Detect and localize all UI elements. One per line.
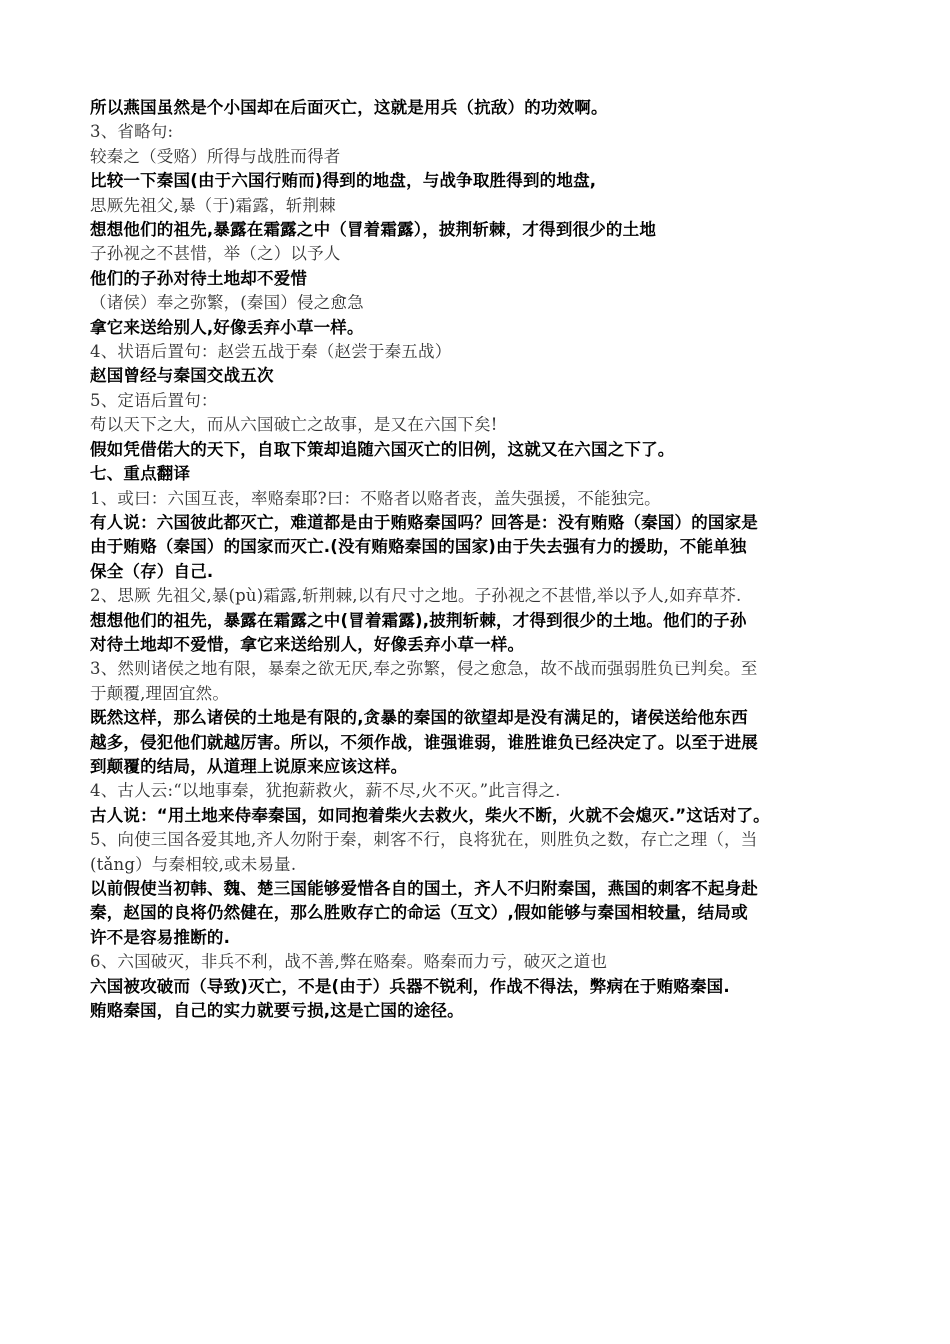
- source-line: 思厥先祖父,暴（于)霜露，斩荆棘: [90, 195, 336, 215]
- source-line: 苟以天下之大，而从六国破亡之故事，是又在六国下矣!: [90, 415, 498, 435]
- translation-line: 越多，侵犯他们就越厉害。所以，不须作战，谁强谁弱，谁胜谁负已经决定了。以至于进展: [90, 732, 758, 752]
- source-line: 6、六国破灭，非兵不利，战不善,弊在赂秦。赂秦而力亏，破灭之道也: [90, 952, 608, 972]
- translation-line: 假如凭借偌大的天下，自取下策却追随六国灭亡的旧例，这就又在六国之下了。: [90, 439, 675, 459]
- translation-line: 以前假使当初韩、魏、楚三国能够爱惜各自的国土，齐人不归附秦国，燕国的刺客不起身赴: [90, 879, 758, 898]
- source-line: 子孙视之不甚惜，举（之）以予人: [90, 244, 341, 264]
- translation-line: 秦，赵国的良将仍然健在，那么胜败存亡的命运（互文）,假如能够与秦国相较量，结局或: [90, 903, 748, 923]
- source-line: 于颠覆,理固宜然。: [90, 683, 230, 703]
- translation-line: 所以燕国虽然是个小国却在后面灭亡，这就是用兵（抗敌）的功效啊。: [90, 98, 608, 117]
- translation-line: 贿赂秦国，自己的实力就要亏损,这是亡国的途径。: [90, 1001, 464, 1021]
- source-line: 4、古人云:“以地事秦，犹抱薪救火，薪不尽,火不灭。”此言得之.: [90, 781, 561, 801]
- translation-line: 保全（存）自己.: [90, 561, 214, 581]
- translation-line: 对待土地却不爱惜，拿它来送给别人，好像丢弃小草一样。: [90, 634, 525, 654]
- source-line: 5、定语后置句：: [90, 390, 218, 410]
- source-line: 1、或曰：六国互丧，率赂秦耶?曰：不赂者以赂者丧，盖失强援，不能独完。: [90, 488, 661, 508]
- translation-line: 许不是容易推断的.: [90, 927, 231, 947]
- translation-line: 由于贿赂（秦国）的国家而灭亡.(没有贿赂秦国的国家)由于失去强有力的援助，不能单独: [90, 537, 747, 557]
- translation-line: 拿它来送给别人,好像丢弃小草一样。: [90, 317, 364, 337]
- source-line: 5、向使三国各爱其地,齐人勿附于秦，刺客不行，良将犹在，则胜负之数，存亡之理（，当: [90, 830, 758, 850]
- source-line: 3、省略句:: [90, 122, 174, 142]
- translation-line: 想想他们的祖先,暴露在霜露之中（冒着霜露），披荆斩棘，才得到很少的土地: [90, 220, 657, 240]
- translation-line: 古人说：“用土地来侍奉秦国，如同抱着柴火去救火，柴火不断，火就不会熄灭.”这话对了。: [90, 805, 770, 825]
- translation-line: 六国被攻破而（导致)灭亡，不是(由于）兵器不锐利，作战不得法，弊病在于贿赂秦国.: [90, 976, 730, 996]
- source-line: （诸侯）奉之弥繁，(秦国）侵之愈急: [90, 293, 364, 313]
- source-line: (tǎng）与秦相较,或未易量.: [90, 854, 297, 874]
- translation-line: 赵国曾经与秦国交战五次: [90, 366, 274, 386]
- source-line: 4、状语后置句：赵尝五战于秦（赵尝于秦五战）: [90, 342, 452, 362]
- translation-line: 比较一下秦国(由于六国行贿而)得到的地盘，与战争取胜得到的地盘,: [90, 171, 597, 191]
- translation-line: 到颠覆的结局，从道理上说原来应该这样。: [90, 756, 408, 776]
- source-line: 3、然则诸侯之地有限，暴秦之欲无厌,奉之弥繁，侵之愈急，故不战而强弱胜负已判矣。至: [90, 659, 758, 679]
- translation-line: 既然这样，那么诸侯的土地是有限的,贪暴的秦国的欲望却是没有满足的，诸侯送给他东西: [90, 708, 748, 728]
- translation-line: 他们的子孙对待土地却不爱惜: [90, 268, 308, 288]
- translation-line: 有人说：六国彼此都灭亡，难道都是由于贿赂秦国吗？回答是：没有贿赂（秦国）的国家是: [90, 512, 758, 532]
- source-line: 较秦之（受赂）所得与战胜而得者: [90, 146, 341, 166]
- document-page: [90, 96, 865, 1023]
- source-line: 2、思厥 先祖父,暴(pù)霜露,斩荆棘,以有尺寸之地。子孙视之不甚惜,举以予人,如弃草芥.: [90, 586, 742, 606]
- translation-line: 七、重点翻译: [90, 464, 191, 484]
- translation-line: 想想他们的祖先，暴露在霜露之中(冒着霜露),披荆斩棘，才得到很少的土地。他们的子孙: [90, 610, 747, 630]
